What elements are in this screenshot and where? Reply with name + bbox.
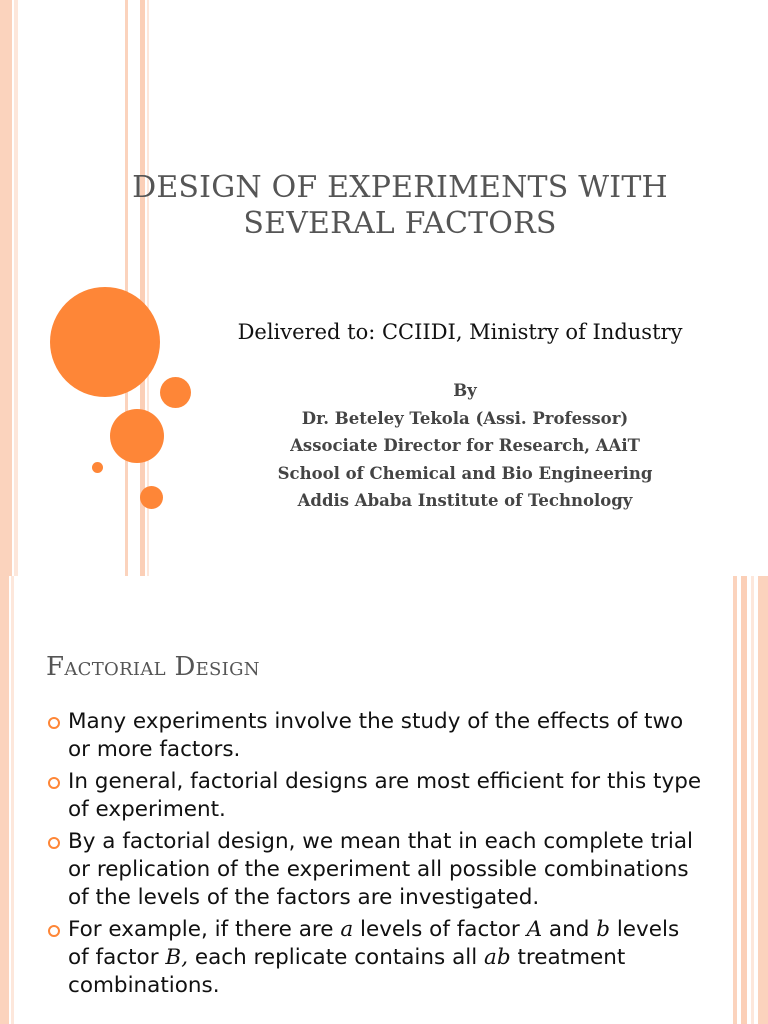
tiny-circle-icon	[92, 462, 103, 473]
title-line-1: DESIGN OF EXPERIMENTS WITH	[132, 170, 668, 205]
math-variable: b	[596, 917, 610, 942]
decorative-stripe	[751, 576, 754, 1024]
orange-ring-bullet-icon	[48, 837, 60, 849]
decorative-stripe	[14, 0, 18, 576]
text-run: and	[542, 917, 597, 942]
math-variable: B,	[165, 945, 189, 970]
author-name: Dr. Beteley Tekola (Assi. Professor)	[301, 408, 629, 428]
text-run: levels of factor	[68, 917, 680, 970]
author-block	[200, 377, 730, 515]
large-circle-icon	[50, 287, 160, 397]
decorative-stripe	[733, 576, 737, 1024]
bullet-list	[46, 708, 706, 1004]
text-run: each replicate contains all	[188, 945, 485, 970]
text-run: For example, if there are	[68, 917, 341, 942]
list-item	[46, 708, 706, 764]
bullet-text: In general, factorial designs are most efficient for this type of experiment.	[68, 769, 702, 822]
small-circle-icon	[140, 486, 163, 509]
decorative-stripe	[741, 576, 747, 1024]
bullet-text: By a factorial design, we mean that in each complete trial or replication of the experiment all possible combinations of the levels of the factors are investigated.	[68, 829, 693, 910]
decorative-stripe	[758, 576, 768, 1024]
decorative-stripe	[0, 576, 9, 1024]
delivered-to: Delivered to: CCIIDI, Ministry of Industry	[237, 320, 683, 344]
text-run: levels of factor	[353, 917, 527, 942]
decorative-stripe	[0, 0, 12, 576]
list-item	[46, 828, 706, 912]
orange-ring-bullet-icon	[48, 925, 60, 937]
author-school: School of Chemical and Bio Engineering	[277, 463, 653, 483]
small-circle-icon	[160, 377, 191, 408]
content-slide	[0, 576, 768, 1024]
decorative-stripe	[125, 0, 128, 576]
slide-title	[60, 170, 740, 242]
orange-ring-bullet-icon	[48, 777, 60, 789]
decorative-stripe	[11, 576, 14, 1024]
math-variable: a	[340, 917, 354, 942]
bullet-text	[68, 917, 679, 998]
slide-title: Factorial Design	[46, 652, 260, 682]
bullet-text: Many experiments involve the study of the effects of two or more factors.	[68, 709, 684, 762]
author-institute: Addis Ababa Institute of Technology	[297, 491, 633, 510]
math-variable: ab	[484, 945, 511, 970]
math-variable: A	[526, 917, 543, 942]
by-label: By	[453, 381, 477, 400]
medium-circle-icon	[110, 409, 164, 463]
list-item	[46, 916, 706, 1000]
text-run: treatment combinations.	[68, 945, 626, 998]
orange-ring-bullet-icon	[48, 717, 60, 729]
list-item	[46, 768, 706, 824]
author-role: Associate Director for Research, AAiT	[290, 436, 640, 455]
title-line-2: SEVERAL FACTORS	[243, 206, 557, 241]
